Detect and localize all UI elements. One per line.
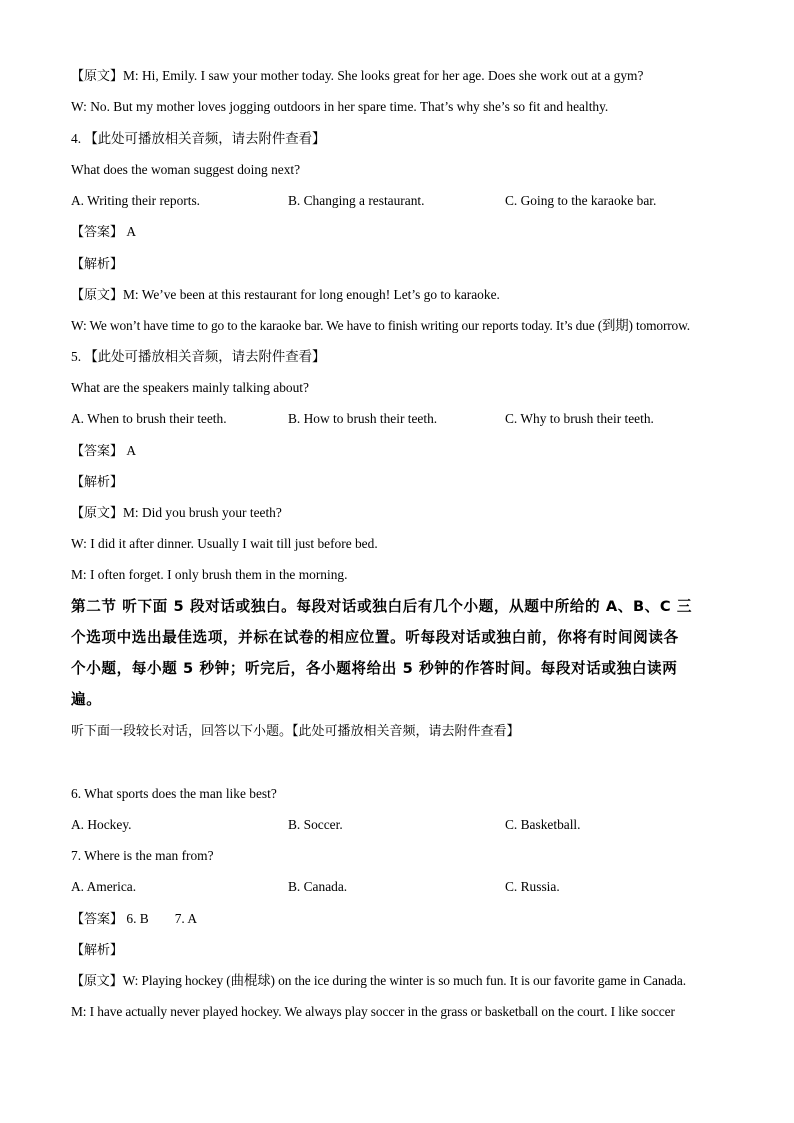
answer-tag: 【答案】 [71,444,124,459]
question-4-header: 4. 【此处可播放相关音频，请去附件查看】 [71,131,326,146]
source-text-tag: 【原文】 [71,288,124,303]
answer-tag: 【答案】 [71,912,124,927]
q5-option-a: A. When to brush their teeth. [71,411,227,426]
source-text-tag: 【原文】 [71,974,123,989]
q6-option-a: A. Hockey. [71,817,132,832]
question-5-text: What are the speakers mainly talking about? [71,380,309,395]
q7-option-b: B. Canada. [288,879,348,894]
q4-option-a: A. Writing their reports. [71,193,201,208]
q5-option-b: B. How to brush their teeth. [288,411,438,426]
answer-value: A [126,443,137,458]
q6-option-b: B. Soccer. [288,817,343,832]
transcript-text: M: Hi, Emily. I saw your mother today. She looks great for her age. Does she work out at a gym? [123,68,644,83]
source-text-tag: 【原文】 [71,69,124,84]
transcript-text: M: Did you brush your teeth? [123,505,282,520]
transcript-line [71,67,734,86]
q5-transcript-w: W: I did it after dinner. Usually I wait till just before bed. [71,536,378,551]
q7-option-c: C. Russia. [505,879,560,894]
q4-answer [71,223,734,242]
answer-7: 7. A [174,911,198,926]
q5-transcript-m: M: I often forget. I only brush them in the morning. [71,567,348,582]
source-text-tag: 【原文】 [71,506,124,521]
q5-analysis-tag: 【解析】 [71,475,124,490]
q4-analysis-tag: 【解析】 [71,257,124,272]
answer-value: A [126,224,137,239]
answer-6: 6. B [126,911,149,926]
answer-tag: 【答案】 [71,225,124,240]
question-7-text: 7. Where is the man from? [71,848,214,863]
transcript-text: W: Playing hockey (曲棍球) on the ice during the winter is so much fun. It is our favorite game in Canada. [122,973,686,988]
transcript-line: W: No. But my mother loves jogging outdoors in her spare time. That’s why she’s so fit and healthy. [71,99,609,114]
question-6-text: 6. What sports does the man like best? [71,786,277,801]
section-2-instruction-line: 第二节 听下面 5 段对话或独白。每段对话或独白后有几个小题，从题中所给的 A、B、C 三 [71,598,693,615]
q4-option-c: C. Going to the karaoke bar. [505,193,657,208]
q4-option-b: B. Changing a restaurant. [288,193,425,208]
q4-transcript-w: W: We won’t have time to go to the karaoke bar. We have to finish writing our reports today. It’s due (到期) tomorrow. [71,318,690,333]
q6-7-answers [71,910,734,929]
q4-transcript [71,286,734,305]
question-5-header: 5. 【此处可播放相关音频，请去附件查看】 [71,349,326,364]
question-4-text: What does the woman suggest doing next? [71,162,301,177]
q6-7-analysis-tag: 【解析】 [71,943,124,958]
section-2-instruction-line: 个小题，每小题 5 秒钟；听完后，各小题将给出 5 秒钟的作答时间。每段对话或独白读两 [71,660,678,677]
section-2-instruction-line: 个选项中选出最佳选项，并标在试卷的相应位置。听每段对话或独白前，你将有时间阅读各 [71,629,679,646]
q6-option-c: C. Basketball. [505,817,581,832]
q5-option-c: C. Why to brush their teeth. [505,411,654,426]
section-2-instruction-line: 遍。 [71,691,102,708]
q6-7-transcript-m: M: I have actually never played hockey. We always play soccer in the grass or basketball on the court. I like soccer [71,1004,675,1019]
q7-option-a: A. America. [71,879,137,894]
listen-instruction: 听下面一段较长对话，回答以下小题。【此处可播放相关音频，请去附件查看】 [71,724,520,739]
q5-answer [71,442,734,461]
q5-transcript [71,504,734,523]
q6-7-transcript [71,972,734,991]
transcript-text: M: We’ve been at this restaurant for long enough! Let’s go to karaoke. [123,287,500,302]
